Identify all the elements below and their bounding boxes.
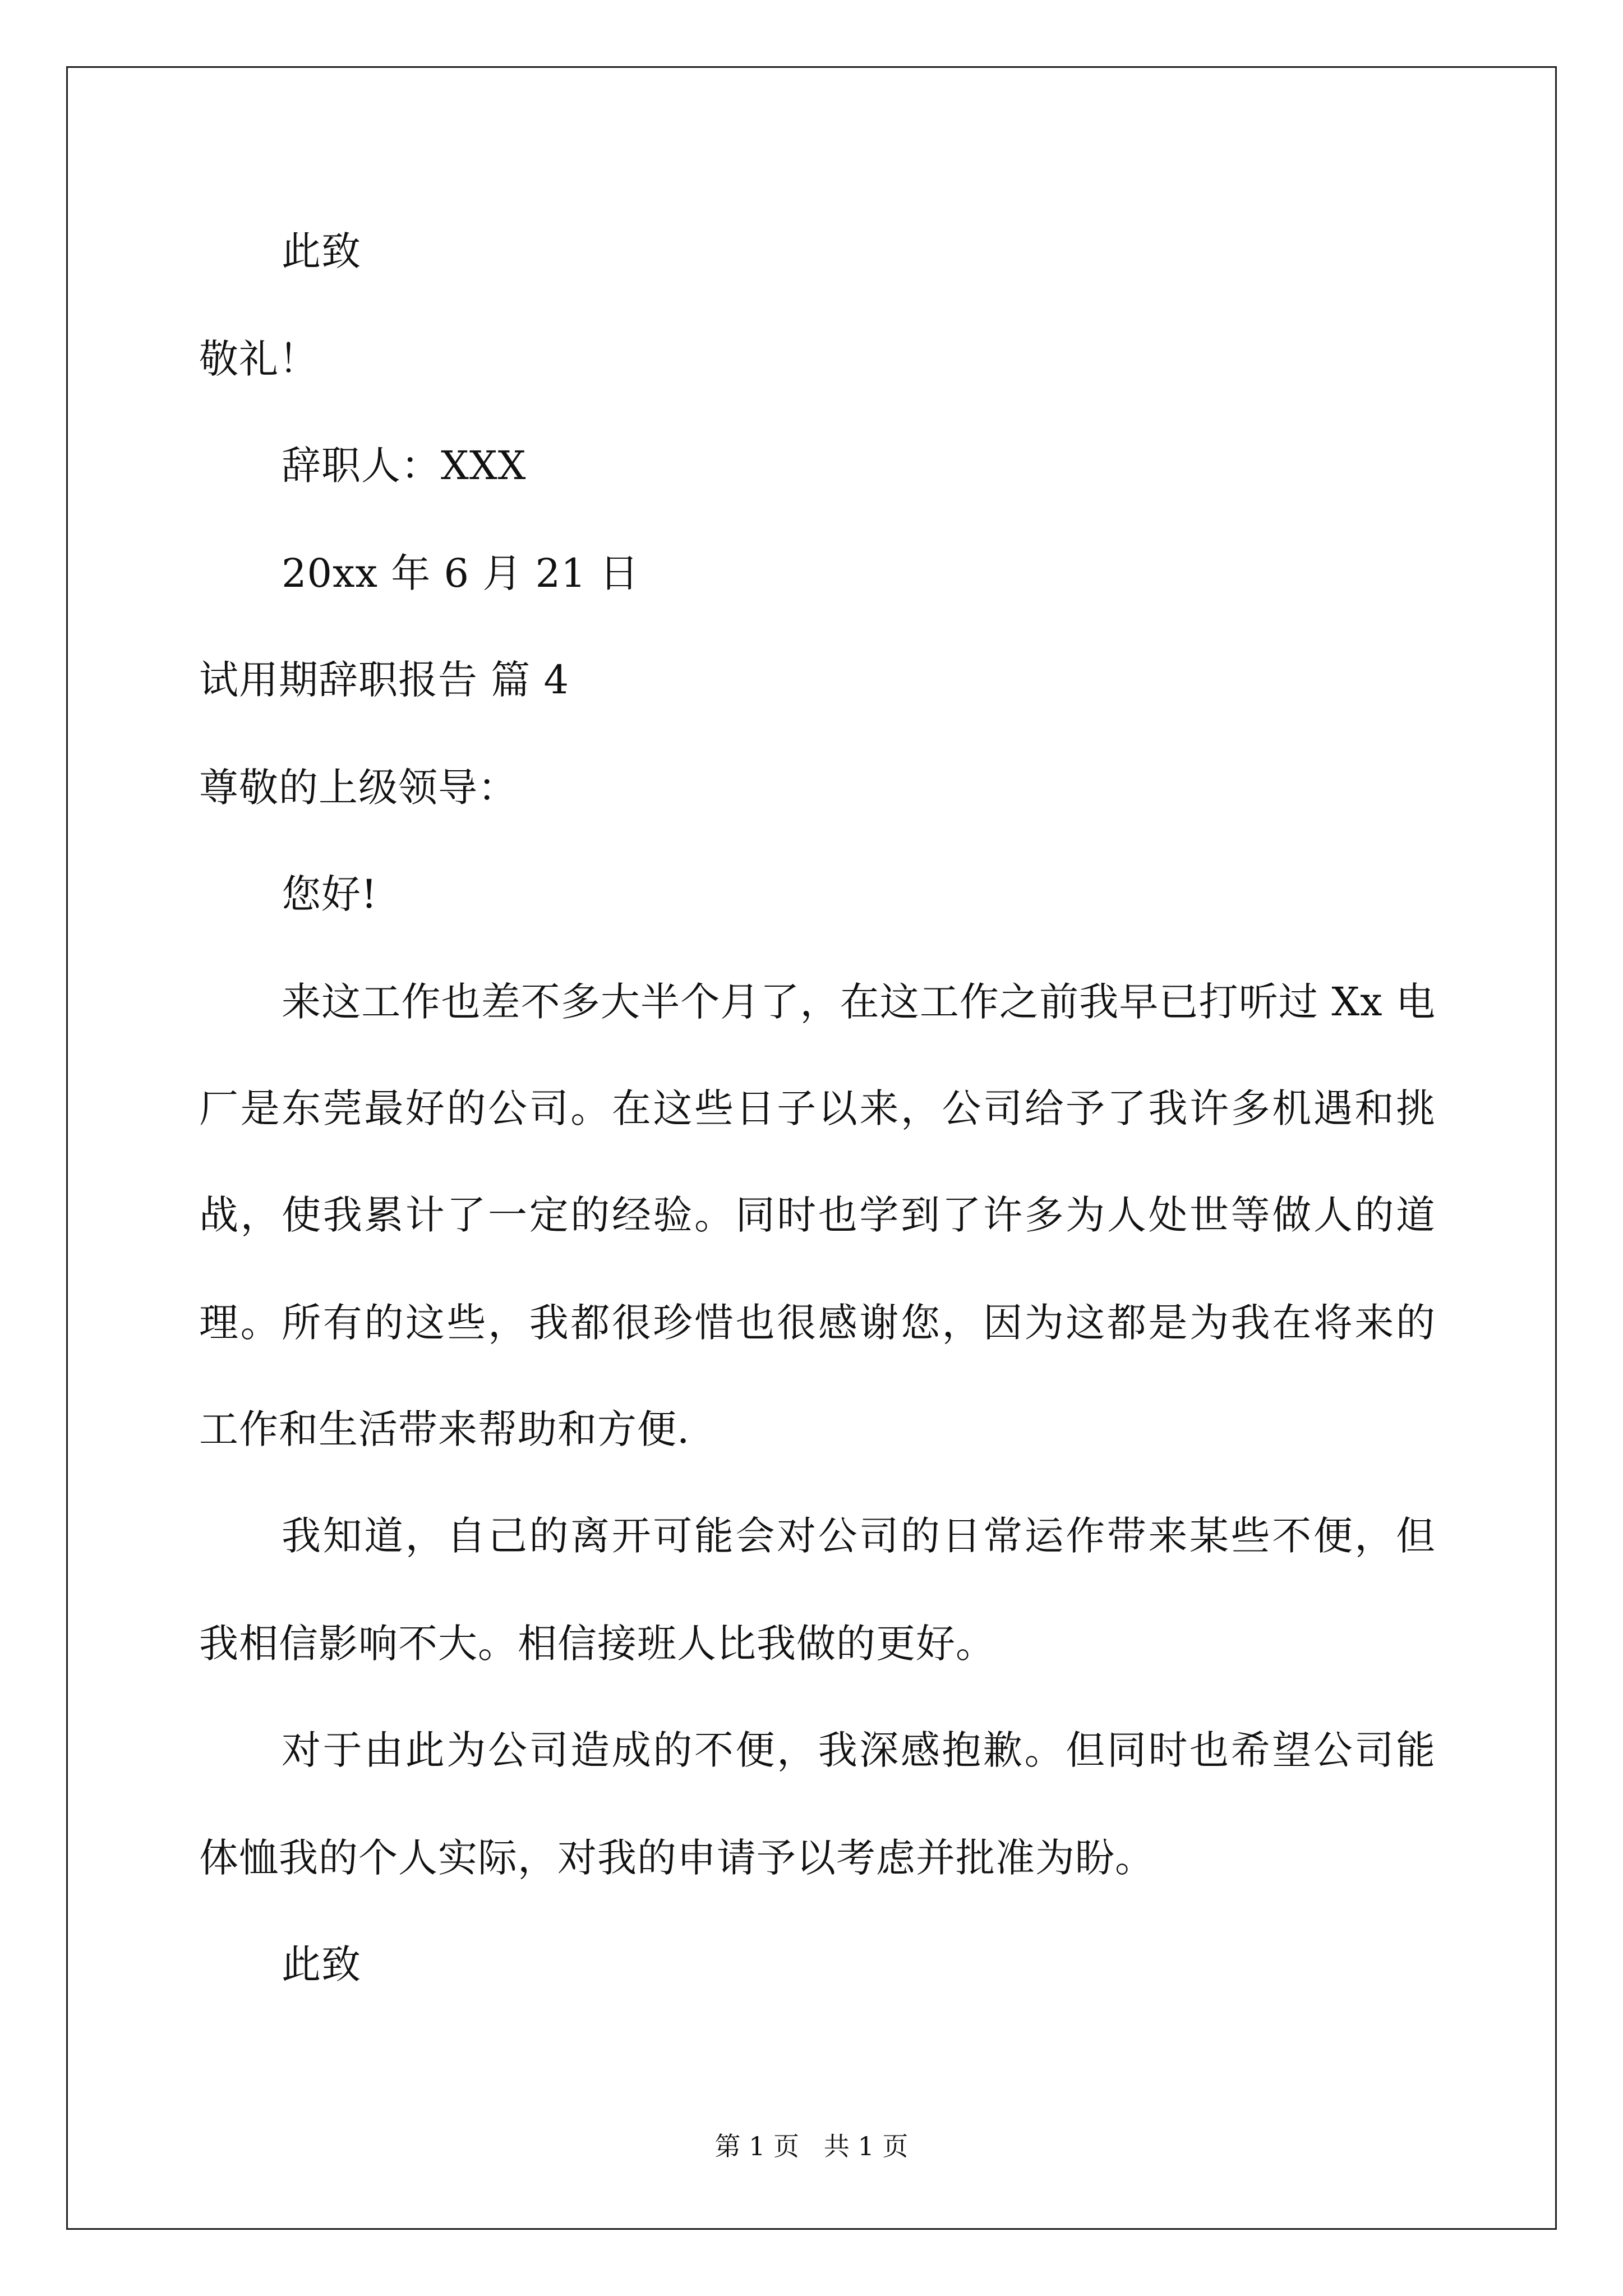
addressee: 尊敬的上级领导： bbox=[199, 765, 518, 811]
paragraph-2-line-2: 我相信影响不大。相信接班人比我做的更好。 bbox=[199, 1621, 995, 1667]
page-border bbox=[66, 66, 1557, 2230]
paragraph-1-line-5: 工作和生活带来帮助和方便. bbox=[199, 1406, 690, 1452]
paragraph-1-line-4: 理。所有的这些，我都很珍惜也很感谢您，因为这都是为我在将来的 bbox=[199, 1300, 1436, 1346]
section-title: 试用期辞职报告 篇 4 bbox=[199, 657, 570, 703]
closing-salutation: 此致 bbox=[282, 228, 361, 274]
letter-date: 20xx 年 6 月 21 日 bbox=[282, 550, 639, 596]
paragraph-1-line-1: 来这工作也差不多大半个月了，在这工作之前我早已打听过 Xx 电 bbox=[282, 979, 1436, 1025]
paragraph-1-line-2: 厂是东莞最好的公司。在这些日子以来，公司给予了我许多机遇和挑 bbox=[199, 1085, 1436, 1131]
paragraph-1-line-3: 战，使我累计了一定的经验。同时也学到了许多为人处世等做人的道 bbox=[199, 1192, 1436, 1238]
page-footer: 第 1 页 共 1 页 bbox=[714, 2131, 909, 2161]
greeting: 您好! bbox=[282, 871, 378, 917]
regards: 敬礼！ bbox=[199, 336, 319, 382]
resigner-name: 辞职人：XXX bbox=[282, 443, 527, 489]
paragraph-3-line-2: 体恤我的个人实际，对我的申请予以考虑并批准为盼。 bbox=[199, 1835, 1155, 1881]
paragraph-3-line-1: 对于由此为公司造成的不便，我深感抱歉。但同时也希望公司能 bbox=[282, 1727, 1436, 1773]
paragraph-2-line-1: 我知道，自己的离开可能会对公司的日常运作带来某些不便，但 bbox=[282, 1513, 1436, 1559]
closing-salutation-2: 此致 bbox=[282, 1941, 361, 1987]
